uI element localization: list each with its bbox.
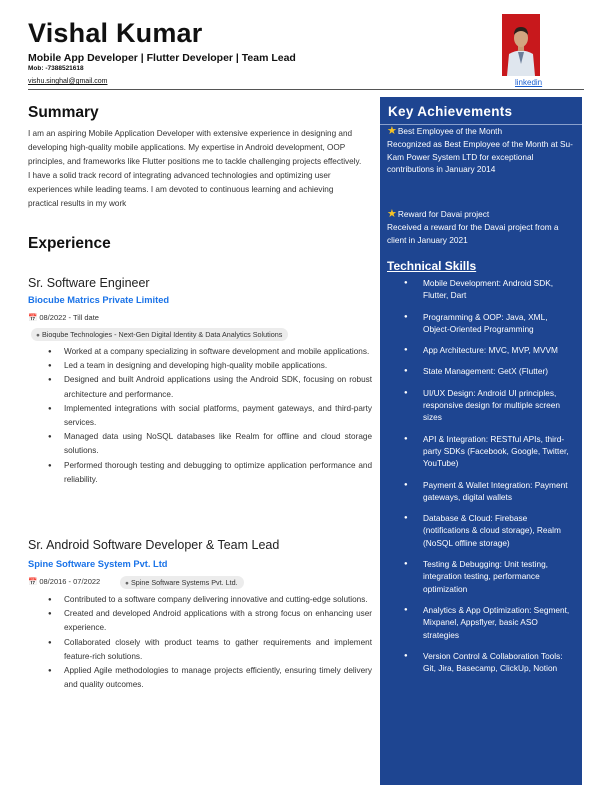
job-date <box>28 577 100 586</box>
skills-list <box>404 277 576 674</box>
achievements-heading: Key Achievements <box>388 104 513 119</box>
list-item: ● Performed thorough testing and debugging to optimize application performance and reliability. <box>48 459 372 487</box>
list-item: ● Collaborated closely with product teams to gather requirements and implement feature-rich solutions. <box>48 636 372 664</box>
location-tag <box>31 328 288 341</box>
job-date-text: 08/2022 - Till date <box>39 313 99 322</box>
location-pin-icon: ● <box>36 332 40 339</box>
star-icon: ★ <box>387 208 397 220</box>
summary-text: I am an aspiring Mobile Application Developer with extensive experience in designing and developing high-quality mobile applications. My expertise in Android development, OOP principles, and frameworks like Flutter positions me to tackle challenging projects effectively. I have a solid track record of integrating advanced technologies and optimizing user experiences while leading teams. I am devoted to continuous learning and achieving practical results in my work <box>28 129 362 208</box>
summary-heading: Summary <box>28 104 99 121</box>
candidate-name: Vishal Kumar <box>28 18 203 48</box>
linkedin-link[interactable]: linkedin <box>515 78 543 87</box>
skill-item: ● Version Control & Collaboration Tools: Git, Jira, Basecamp, ClickUp, Notion <box>404 650 576 675</box>
skill-item: ● API & Integration: RESTful APIs, third-party SDKs (Facebook, Google, Twitter, YouTube) <box>404 433 576 470</box>
skill-item: ● Mobile Development: Android SDK, Flutter, Dart <box>404 277 576 302</box>
profile-photo <box>502 14 540 76</box>
skills-heading: Technical Skills <box>387 259 477 273</box>
company-name: Spine Software System Pvt. Ltd <box>28 559 168 569</box>
calendar-icon: 📅 <box>28 577 38 586</box>
job-title: Sr. Android Software Developer & Team Lead <box>28 538 280 552</box>
star-icon: ★ <box>387 125 397 137</box>
calendar-icon: 📅 <box>28 313 38 322</box>
achievement-text: Received a reward for the Davai project from a client in January 2021 <box>387 221 559 245</box>
mobile-number: Mob: -7388521618 <box>28 65 84 72</box>
achievement-text: Recognized as Best Employee of the Month at Su-Kam Power System LTD for exceptional contributions in January 2014 <box>387 138 573 175</box>
skill-item: ● Database & Cloud: Firebase (notifications & cloud storage), Realm (NoSQL offline storage) <box>404 512 576 549</box>
list-item: ● Contributed to a software company delivering innovative and cutting-edge solutions. <box>48 593 372 607</box>
list-item: ● Designed and built Android applications using the Android SDK, focusing on robust architecture and performance. <box>48 373 372 401</box>
list-item: ● Worked at a company specializing in software development and mobile applications. <box>48 345 372 359</box>
location-pin-icon: ● <box>125 580 129 587</box>
skill-item: ● Testing & Debugging: Unit testing, integration testing, performance optimization <box>404 558 576 595</box>
company-name: Biocube Matrics Private Limited <box>28 295 170 305</box>
job-bullets <box>48 593 372 692</box>
experience-heading: Experience <box>28 235 111 252</box>
skill-item: ● Analytics & App Optimization: Segment, Mixpanel, Appsflyer, basic ASO strategies <box>404 604 576 641</box>
achievement-title: Best Employee of the Month <box>397 126 503 136</box>
skill-item: ● State Management: GetX (Flutter) <box>404 365 576 377</box>
job-date <box>28 313 99 322</box>
location-tag <box>120 576 244 589</box>
job-date-text: 08/2016 - 07/2022 <box>39 577 101 586</box>
skill-item: ● Programming & OOP: Java, XML, Object-Oriented Programming <box>404 311 576 336</box>
job-bullets <box>48 345 372 487</box>
achievement-title: Reward for Davai project <box>397 209 490 219</box>
list-item: ● Managed data using NoSQL databases like Realm for offline and cloud storage solutions. <box>48 430 372 458</box>
achievement-item <box>387 125 577 176</box>
email-link[interactable]: vishu.singhal@gmail.com <box>28 78 108 85</box>
skill-item: ● UI/UX Design: Android UI principles, responsive design for multiple screen sizes <box>404 387 576 424</box>
list-item: ● Created and developed Android applications with a strong focus on enhancing user experience. <box>48 607 372 635</box>
location-text: Spine Software Systems Pvt. Ltd. <box>130 578 238 587</box>
skill-item: ● Payment & Wallet Integration: Payment gateways, digital wallets <box>404 479 576 504</box>
sidebar <box>380 97 582 785</box>
list-item: ● Led a team in designing and developing high-quality mobile applications. <box>48 359 372 373</box>
headline: Mobile App Developer | Flutter Developer | Team Lead <box>28 52 296 64</box>
list-item: ● Applied Agile methodologies to manage projects efficiently, ensuring timely delivery and quality outcomes. <box>48 664 372 692</box>
job-title: Sr. Software Engineer <box>28 276 150 290</box>
skill-item: ● App Architecture: MVC, MVP, MVVM <box>404 344 576 356</box>
achievement-item <box>387 208 577 246</box>
location-text: Bioqube Technologies - Next-Gen Digital Identity & Data Analytics Solutions <box>41 330 283 339</box>
header-divider <box>28 89 584 90</box>
list-item: ● Implemented integrations with social platforms, payment gateways, and third-party services. <box>48 402 372 430</box>
